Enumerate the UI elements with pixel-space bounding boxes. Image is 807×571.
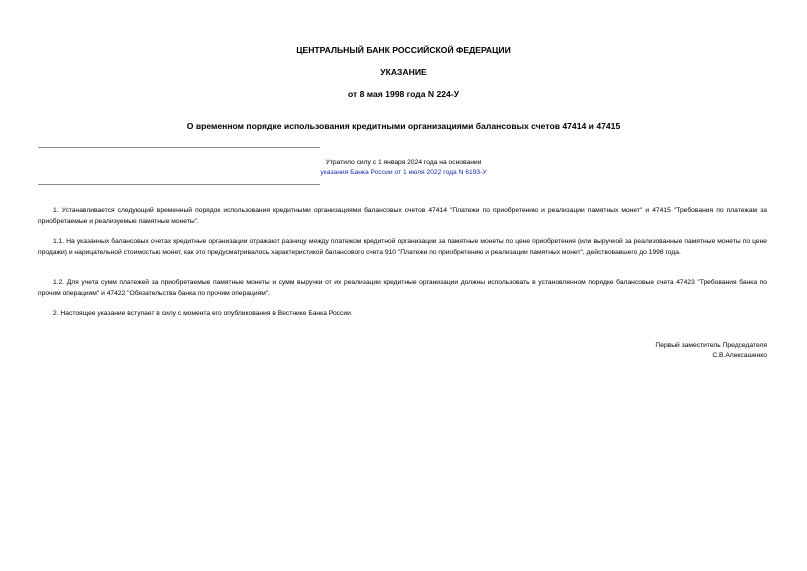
- paragraph-1-1: 1.1. На указанных балансовых счетах кредитные организации отражают разницу между платежом кредитной организации за памятные монеты по цене приобретения (или выручкой за реализованные памятные монеты по цене продажи) и нарицательной стоимостью монет, как это предусматривалось характеристикой балансового счета 910 "Платежи по приобретению и реализации памятных монет", действовавшего до 1998 года.: [38, 238, 767, 256]
- paragraph-2: 2. Настоящее указание вступает в силу с момента его опубликования в Вестнике Банка России.: [53, 310, 353, 317]
- signatory-position: Первый заместитель Председателя: [655, 342, 767, 349]
- top-divider: [38, 147, 320, 148]
- paragraph-1: 1. Устанавливается следующий временный порядок использования кредитными организациями балансовых счетов 47414 "Платежи по приобретению и реализации памятных монет" и 47415 "Требования по платежам за приобретаемые и реализуемые памятные монеты".: [38, 207, 767, 225]
- document-date-number: от 8 мая 1998 года N 224-У: [347, 89, 460, 99]
- document-type-heading: УКАЗАНИЕ: [380, 67, 427, 77]
- document-title: О временном порядке использования кредитными организациями балансовых счетов 47414 и 47415: [186, 121, 621, 131]
- bottom-divider: [38, 184, 320, 185]
- status-note-line: Утратило силу с 1 января 2024 года на основании: [325, 159, 482, 166]
- status-note-link-line: [0, 168, 807, 178]
- repeal-document-link[interactable]: указания Банка России от 1 июля 2022 года N 6193-У: [320, 169, 487, 176]
- signatory-name: С.В.Алексашенко: [712, 352, 767, 359]
- paragraph-1-2: 1.2. Для учета сумм платежей за приобретаемые памятные монеты и сумм выручки от их реализации кредитные организации должны использовать в установленном порядке балансовые счета 47423 "Требования банка по прочим операциям" и 47422 "Обязательства банка по прочим операциям".: [38, 279, 767, 297]
- issuer-heading: ЦЕНТРАЛЬНЫЙ БАНК РОССИЙСКОЙ ФЕДЕРАЦИИ: [296, 45, 511, 55]
